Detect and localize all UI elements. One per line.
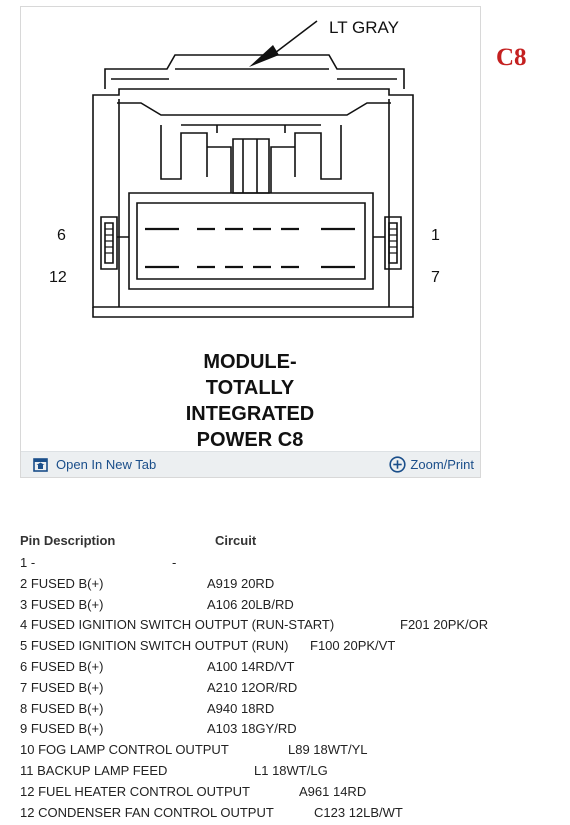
zoom-plus-icon [389, 456, 406, 473]
pin-description-cell: 1 - [20, 555, 36, 570]
table-row [20, 680, 560, 701]
connector-diagram [21, 7, 480, 451]
circuit-cell: F201 20PK/OR [400, 617, 489, 633]
pin-description-cell: 11 BACKUP LAMP FEED [20, 762, 168, 778]
circuit-cell: A940 18RD [207, 700, 275, 716]
pin-description-table [20, 533, 560, 825]
zoom-print-label: Zoom/Print [410, 457, 474, 472]
pin-description-cell: 12 FUEL HEATER CONTROL OUTPUT [20, 783, 250, 799]
pin-label-1: 1 [431, 227, 440, 244]
pin-description-cell: 6 FUSED B(+) [20, 658, 104, 674]
connector-figure [20, 6, 481, 478]
open-in-new-tab-link[interactable] [33, 457, 156, 472]
pin-label-6: 6 [57, 227, 66, 244]
circuit-header: Circuit [215, 533, 257, 548]
table-row [20, 638, 560, 659]
circuit-cell: C123 12LB/WT [314, 804, 403, 820]
wire-color-label: LT GRAY [329, 18, 399, 37]
open-in-new-tab-icon [33, 458, 48, 472]
caption-line-1: MODULE- [203, 351, 297, 373]
pin-description-cell: 4 FUSED IGNITION SWITCH OUTPUT (RUN-START) [20, 617, 335, 633]
pin-description-cell: 2 FUSED B(+) [20, 575, 104, 591]
pin-description-cell: 8 FUSED B(+) [20, 700, 104, 716]
caption-line-3: INTEGRATED [185, 403, 315, 425]
pin-table-header [20, 533, 560, 555]
circuit-cell: F100 20PK/VT [310, 638, 396, 654]
zoom-print-link[interactable] [389, 456, 474, 473]
table-row [20, 742, 560, 763]
table-row [20, 659, 560, 680]
circuit-cell: A961 14RD [299, 783, 367, 799]
open-in-new-tab-label: Open In New Tab [56, 457, 157, 472]
pin-table-rows [20, 555, 560, 825]
table-row [20, 701, 560, 722]
table-row [20, 784, 560, 805]
pin-description-cell: 12 CONDENSER FAN CONTROL OUTPUT [20, 804, 274, 820]
caption-line-2: TOTALLY [205, 377, 295, 399]
table-row [20, 617, 560, 638]
pin-label-12: 12 [49, 269, 67, 286]
circuit-cell: A100 14RD/VT [207, 658, 295, 674]
pin-description-cell: 10 FOG LAMP CONTROL OUTPUT [20, 742, 229, 758]
table-row [20, 763, 560, 784]
circuit-cell: - [172, 555, 177, 570]
circuit-cell: A106 20LB/RD [207, 596, 294, 612]
table-row [20, 805, 560, 825]
pin-description-cell: 5 FUSED IGNITION SWITCH OUTPUT (RUN) [20, 638, 289, 654]
table-row [20, 721, 560, 742]
pin-description-cell: 7 FUSED B(+) [20, 679, 104, 695]
pin-description-cell: 3 FUSED B(+) [20, 596, 104, 612]
circuit-cell: A919 20RD [207, 575, 275, 591]
figure-toolbar [21, 451, 480, 477]
circuit-cell: L1 18WT/LG [254, 762, 328, 778]
circuit-cell: A103 18GY/RD [207, 721, 297, 737]
pin-label-7: 7 [431, 269, 440, 286]
connector-id-label: C8 [496, 44, 527, 71]
caption-line-4: POWER C8 [196, 429, 304, 451]
circuit-cell: L89 18WT/YL [288, 742, 368, 758]
table-row [20, 597, 560, 618]
table-row [20, 576, 560, 597]
pin-description-header: Pin Description [20, 533, 116, 548]
pin-description-cell: 9 FUSED B(+) [20, 721, 104, 737]
circuit-cell: A210 12OR/RD [207, 679, 298, 695]
table-row [20, 555, 560, 576]
